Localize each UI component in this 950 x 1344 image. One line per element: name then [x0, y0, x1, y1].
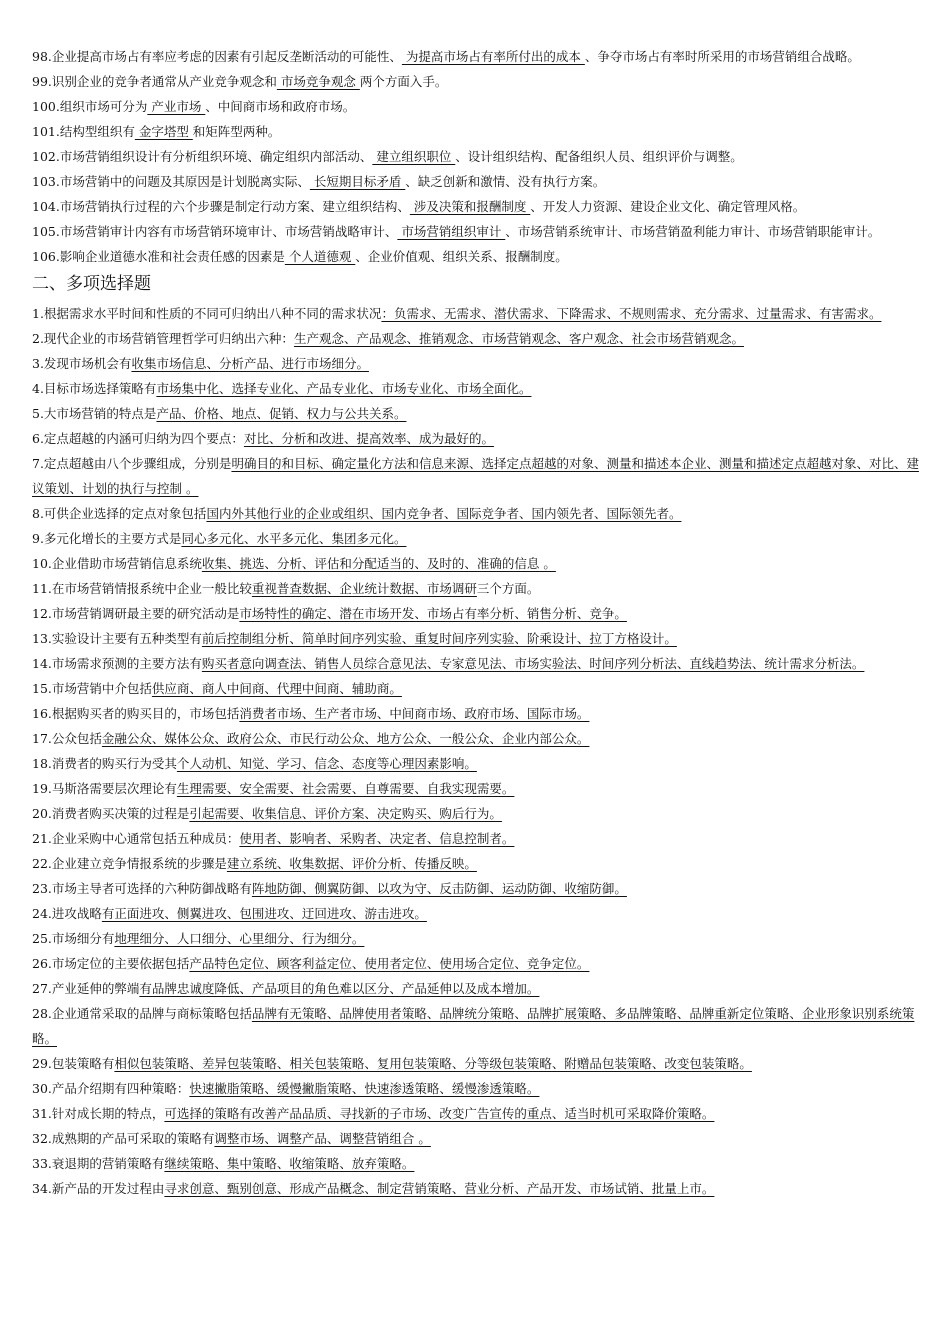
- question-text: 20.消费者购买决策的过程是: [32, 806, 190, 821]
- question-text: 28.企业通常采取的品牌与商标策略包括: [32, 1006, 252, 1021]
- question-text: 29.包装策略有: [32, 1056, 115, 1071]
- question-text: 31.针对成长期的特点，: [32, 1106, 165, 1121]
- answer-text: 继续策略、集中策略、收缩策略、放弃策略。: [164, 1156, 415, 1171]
- answer-text: 明确目的和目标、确定量化方法和信息来源、选择定点超越的对象、测量和描述本企业、测量和描述定点超越对象、对比、建议策划、计划的执行与控制 。: [32, 456, 919, 496]
- answer-text: 品牌有无策略、品牌使用者策略、品牌统分策略、品牌扩展策略、多品牌策略、品牌重新定位策略、企业形象识别系统策略。: [32, 1006, 915, 1046]
- multi-choice-item: [32, 501, 920, 526]
- question-text: 100.组织市场可分为: [32, 99, 148, 114]
- question-text: 、设计组织结构、配备组织人员、组织评价与调整。: [455, 149, 743, 164]
- answer-text: 有正面进攻、侧翼进攻、包围进攻、迂回进攻、游击进攻。: [101, 906, 427, 921]
- multi-choice-item: [32, 1001, 920, 1051]
- question-text: 11.在市场营销情报系统中企业一般比较: [32, 581, 252, 596]
- question-text: 、中间商市场和政府市场。: [205, 99, 356, 114]
- question-text: 25.市场细分有: [32, 931, 115, 946]
- question-text: 98.企业提高市场占有率应考虑的因素有引起反垄断活动的可能性、: [32, 49, 402, 64]
- answer-text: 重视普查数据、企业统计数据、市场调研: [251, 581, 477, 596]
- answer-text: 快速撇脂策略、缓慢撇脂策略、快速渗透策略、缓慢渗透策略。: [189, 1081, 540, 1096]
- multi-choice-item: [32, 1151, 920, 1176]
- question-text: 21.企业采购中心通常包括五种成员：: [32, 831, 240, 846]
- answer-text: 生产观念、产品观念、推销观念、市场营销观念、客户观念、社会市场营销观念。: [293, 331, 744, 346]
- question-text: 17.公众包括: [32, 731, 102, 746]
- question-text: 22.企业建立竞争情报系统的步骤是: [32, 856, 227, 871]
- multi-choice-item: [32, 951, 920, 976]
- fill-in-item: [32, 194, 920, 219]
- multi-choice-item: [32, 751, 920, 776]
- answer-text: 市场集中化、选择专业化、产品专业化、市场专业化、市场全面化。: [156, 381, 532, 396]
- answer-text: 产品特色定位、顾客利益定位、使用者定位、使用场合定位、竞争定位。: [189, 956, 590, 971]
- question-text: 7.定点超越由八个步骤组成，分别是: [32, 456, 232, 471]
- multi-choice-item: [32, 801, 920, 826]
- question-text: 18.消费者的购买行为受其: [32, 756, 177, 771]
- answer-text: 引起需要、收集信息、评价方案、决定购买、购后行为。: [189, 806, 502, 821]
- multi-choice-item: [32, 776, 920, 801]
- multi-choice-item: [32, 451, 920, 501]
- multi-choice-item: [32, 901, 920, 926]
- question-text: 34.新产品的开发过程由: [32, 1181, 165, 1196]
- question-text: 33.衰退期的营销策略有: [32, 1156, 165, 1171]
- question-text: 99.识别企业的竞争者通常从产业竞争观念和: [32, 74, 277, 89]
- answer-text: 产业市场: [147, 99, 206, 114]
- multi-choice-item: [32, 676, 920, 701]
- question-text: 12.市场营销调研最主要的研究活动是: [32, 606, 240, 621]
- question-text: 6.定点超越的内涵可归纳为四个要点：: [32, 431, 244, 446]
- answer-text: 调整市场、调整产品、调整营销组合 。: [214, 1131, 431, 1146]
- question-text: 5.大市场营销的特点是: [32, 406, 157, 421]
- question-text: 3.发现市场机会有: [32, 356, 132, 371]
- multi-choice-item: [32, 1101, 920, 1126]
- answer-text: 收集、挑选、分析、评估和分配适当的、及时的、准确的信息 。: [201, 556, 556, 571]
- multi-choice-item: [32, 851, 920, 876]
- question-text: 14.市场需求预测的主要方法有: [32, 656, 202, 671]
- fill-in-item: [32, 69, 920, 94]
- answer-text: 供应商、商人中间商、代理中间商、辅助商。: [151, 681, 402, 696]
- question-text: 、缺乏创新和激情、没有执行方案。: [405, 174, 606, 189]
- question-text: 106.影响企业道德水准和社会责任感的因素是: [32, 249, 285, 264]
- question-text: 两个方面入手。: [359, 74, 448, 89]
- multi-choice-item: [32, 576, 920, 601]
- multi-choice-item: [32, 726, 920, 751]
- answer-text: ：负需求、无需求、潜伏需求、下降需求、不规则需求、充分需求、过量需求、有害需求。: [381, 306, 882, 321]
- answer-text: 收集市场信息、分析产品、进行市场细分。: [131, 356, 369, 371]
- question-text: 、市场营销系统审计、市场营销盈利能力审计、市场营销职能审计。: [505, 224, 881, 239]
- question-text: 16.根据购买者的购买目的，市场包括: [32, 706, 240, 721]
- answer-text: 金融公众、媒体公众、政府公众、市民行动公众、地方公众、一般公众、企业内部公众。: [101, 731, 590, 746]
- answer-text: 阵地防御、侧翼防御、以攻为守、反击防御、运动防御、收缩防御。: [251, 881, 627, 896]
- answer-text: 市场营销组织审计: [397, 224, 506, 239]
- multi-choice-item: [32, 301, 920, 326]
- answer-text: 使用者、影响者、采购者、决定者、信息控制者。: [239, 831, 515, 846]
- multi-choice-item: [32, 1051, 920, 1076]
- multi-choice-item: [32, 826, 920, 851]
- answer-text: 个人道德观: [284, 249, 356, 264]
- question-text: 104.市场营销执行过程的六个步骤是制定行动方案、建立组织结构、: [32, 199, 410, 214]
- question-text: 32.成熟期的产品可采取的策略有: [32, 1131, 215, 1146]
- multi-choice-item: [32, 1126, 920, 1151]
- question-text: 19.马斯洛需要层次理论有: [32, 781, 177, 796]
- multi-choice-item: [32, 526, 920, 551]
- fill-in-item: [32, 44, 920, 69]
- multi-choice-item: [32, 601, 920, 626]
- question-text: 103.市场营销中的问题及其原因是计划脱离实际、: [32, 174, 310, 189]
- fill-in-item: [32, 119, 920, 144]
- question-text: 10.企业借助市场营销信息系统: [32, 556, 202, 571]
- question-text: 8.可供企业选择的定点对象包括: [32, 506, 207, 521]
- answer-text: 生理需要、安全需要、社会需要、自尊需要、自我实现需要。: [176, 781, 515, 796]
- multi-choice-item: [32, 976, 920, 1001]
- answer-text: 相似包装策略、差异包装策略、相关包装策略、复用包装策略、分等级包装策略、附赠品包装策略、改变包装策略。: [114, 1056, 752, 1071]
- multi-choice-item: [32, 926, 920, 951]
- question-text: 2.现代企业的市场营销管理哲学可归纳出六种：: [32, 331, 294, 346]
- answer-text: 为提高市场占有率所付出的成本: [401, 49, 585, 64]
- multi-choice-item: [32, 1076, 920, 1101]
- question-text: 9.多元化增长的主要方式是: [32, 531, 182, 546]
- multi-choice-item: [32, 1176, 920, 1201]
- question-text: 26.市场定位的主要依据包括: [32, 956, 190, 971]
- multi-choice-item: [32, 426, 920, 451]
- fill-in-section: [32, 44, 920, 269]
- answer-text: 产品、价格、地点、促销、权力与公共关系。: [156, 406, 407, 421]
- question-text: 101.结构型组织有: [32, 124, 135, 139]
- question-text: 23.市场主导者可选择的六种防御战略有: [32, 881, 252, 896]
- multi-choice-item: [32, 376, 920, 401]
- fill-in-item: [32, 219, 920, 244]
- answer-text: 建立组织职位: [372, 149, 456, 164]
- answer-text: 市场竞争观念: [276, 74, 360, 89]
- fill-in-item: [32, 144, 920, 169]
- answer-text: 涉及决策和报酬制度: [409, 199, 531, 214]
- multi-choice-item: [32, 651, 920, 676]
- answer-text: 可选择的策略有改善产品品质、寻找新的子市场、改变广告宣传的重点、适当时机可采取降价策略。: [164, 1106, 715, 1121]
- question-text: 4.目标市场选择策略有: [32, 381, 157, 396]
- question-text: 15.市场营销中介包括: [32, 681, 152, 696]
- answer-text: 长短期目标矛盾: [309, 174, 406, 189]
- answer-text: 寻求创意、甄别创意、形成产品概念、制定营销策略、营业分析、产品开发、市场试销、批量上市。: [164, 1181, 715, 1196]
- multi-choice-item: [32, 401, 920, 426]
- answer-text: 购买者意向调查法、销售人员综合意见法、专家意见法、市场实验法、时间序列分析法、直线趋势法、统计需求分析法。: [201, 656, 865, 671]
- question-text: 105.市场营销审计内容有市场营销环境审计、市场营销战略审计、: [32, 224, 398, 239]
- multi-choice-item: [32, 551, 920, 576]
- section-title: 二、多项选择题: [32, 274, 151, 294]
- multiple-choice-section: [32, 301, 920, 1201]
- answer-text: 国内外其他行业的企业或组织、国内竞争者、国际竞争者、国内领先者、国际领先者。: [206, 506, 682, 521]
- fill-in-item: [32, 169, 920, 194]
- answer-text: 对比、分析和改进、提高效率、成为最好的。: [243, 431, 494, 446]
- multi-choice-item: [32, 626, 920, 651]
- answer-text: 个人动机、知觉、学习、信念、态度等心理因素影响。: [176, 756, 477, 771]
- question-text: 三个方面。: [476, 581, 540, 596]
- fill-in-item: [32, 244, 920, 269]
- question-text: 24.进攻战略: [32, 906, 102, 921]
- answer-text: 金字塔型: [134, 124, 193, 139]
- question-text: 1.根据需求水平时间和性质的不同可归纳出八种不同的需求状况: [32, 306, 382, 321]
- question-text: 、开发人力资源、建设企业文化、确定管理风格。: [530, 199, 806, 214]
- question-text: 27.产业延伸的弊端: [32, 981, 140, 996]
- question-text: 、企业价值观、组织关系、报酬制度。: [355, 249, 568, 264]
- question-text: 和矩阵型两种。: [192, 124, 281, 139]
- fill-in-item: [32, 94, 920, 119]
- multi-choice-item: [32, 351, 920, 376]
- multi-choice-item: [32, 701, 920, 726]
- multi-choice-item: [32, 876, 920, 901]
- answer-text: 同心多元化、水平多元化、集团多元化。: [181, 531, 407, 546]
- answer-text: 市场特性的确定、潜在市场开发、市场占有率分析、销售分析、竞争。: [239, 606, 627, 621]
- question-text: 13.实验设计主要有五种类型有: [32, 631, 202, 646]
- answer-text: 消费者市场、生产者市场、中间商市场、政府市场、国际市场。: [239, 706, 590, 721]
- answer-text: 地理细分、人口细分、心里细分、行为细分。: [114, 931, 365, 946]
- question-text: 102.市场营销组织设计有分析组织环境、确定组织内部活动、: [32, 149, 373, 164]
- multi-choice-item: [32, 326, 920, 351]
- answer-text: 前后控制组分析、简单时间序列实验、重复时间序列实验、阶乘设计、拉丁方格设计。: [201, 631, 677, 646]
- answer-text: 有品牌忠诚度降低、产品项目的角色难以区分、产品延伸以及成本增加。: [139, 981, 540, 996]
- answer-text: 建立系统、收集数据、评价分析、传播反映。: [226, 856, 477, 871]
- question-text: 、争夺市场占有率时所采用的市场营销组合战略。: [584, 49, 860, 64]
- question-text: 30.产品介绍期有四种策略：: [32, 1081, 190, 1096]
